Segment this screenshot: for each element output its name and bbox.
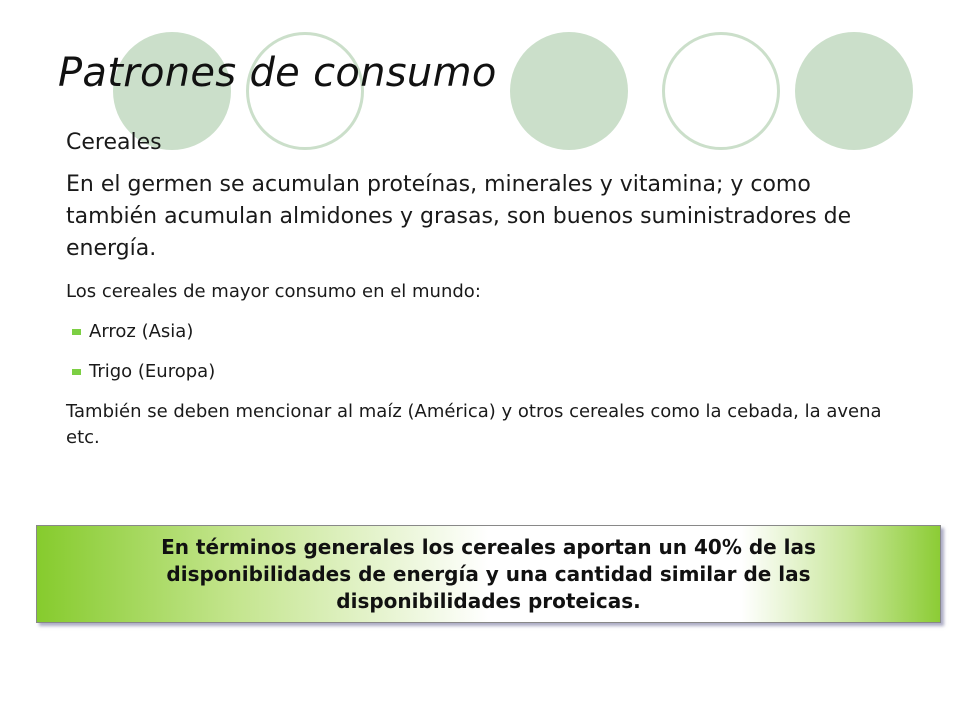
list-item-label: Arroz (Asia) <box>89 321 194 342</box>
list-heading: Los cereales de mayor consumo en el mundo: <box>66 281 481 302</box>
note-paragraph: También se deben mencionar al maíz (América) y otros cereales como la cebada, la avena etc. <box>66 401 882 448</box>
list-item-label: Trigo (Europa) <box>89 361 216 382</box>
section-subtitle: Cereales <box>66 130 162 155</box>
callout-text: En términos generales los cereales aportan un 40% de las disponibilidades de energía y una cantidad similar de las disponibilidades proteicas. <box>161 534 816 613</box>
bullet-icon <box>72 329 81 335</box>
bullet-icon <box>72 369 81 375</box>
slide-body <box>66 130 896 465</box>
slide-title: Patrones de consumo <box>58 50 497 96</box>
list-item <box>66 319 896 345</box>
list-item <box>66 359 896 385</box>
intro-paragraph: En el germen se acumulan proteínas, minerales y vitamina; y como también acumulan almidones y grasas, son buenos suministradores de energía. <box>66 172 852 261</box>
summary-callout <box>36 525 941 623</box>
